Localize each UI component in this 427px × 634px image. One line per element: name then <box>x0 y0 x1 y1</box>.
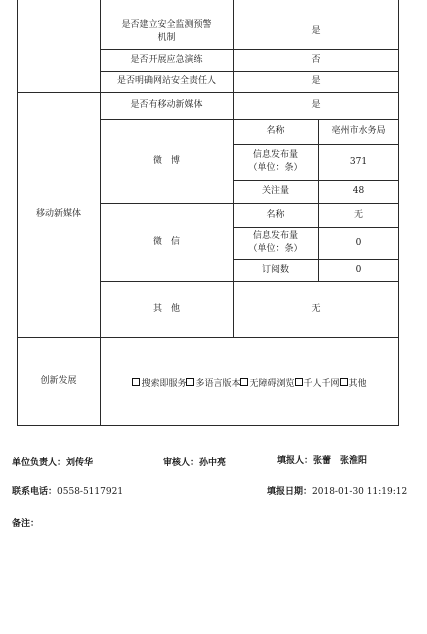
option-search-as-service[interactable]: 搜索即服务 <box>132 376 186 389</box>
security-person-label: 是否明确网站安全责任人 <box>116 76 216 86</box>
reviewer: 审核人：孙中亮 <box>163 458 227 468</box>
option-multilingual[interactable]: 多语言版本 <box>186 376 240 389</box>
weibo-name-label: 名称 <box>266 126 285 136</box>
remarks: 备注： <box>12 519 40 529</box>
contact-phone: 联系电话：0558-5117921 <box>12 487 124 497</box>
has-mobile-media-label: 是否有移动新媒体 <box>130 100 203 110</box>
security-monitor-label: 是否建立安全监测预警 机制 <box>121 19 212 43</box>
wechat-posts-value: 0 <box>355 237 362 248</box>
weibo-label: 微 博 <box>152 155 180 166</box>
wechat-subscribers-label: 订阅数 <box>261 264 289 275</box>
checkbox-icon[interactable] <box>132 378 140 386</box>
weibo-posts-label: 信息发布量 （单位：条） <box>248 150 303 173</box>
filler: 填报人：张蕾 张淮阳 <box>277 456 368 466</box>
checkbox-icon[interactable] <box>340 378 348 386</box>
weibo-followers-value: 48 <box>352 186 365 196</box>
weibo-name-value: 亳州市水务局 <box>331 126 386 136</box>
checkbox-icon[interactable] <box>240 378 248 386</box>
wechat-label: 微 信 <box>152 236 180 247</box>
mobile-media-section-label: 移动新媒体 <box>35 209 81 219</box>
unit-head: 单位负责人：刘传华 <box>12 458 94 468</box>
option-personalized[interactable]: 千人千网 <box>295 376 340 389</box>
weibo-followers-label: 关注量 <box>261 186 289 196</box>
emergency-drill-value: 否 <box>311 54 321 65</box>
weibo-posts-value: 371 <box>349 156 368 167</box>
security-person-value: 是 <box>311 76 321 86</box>
checkbox-icon[interactable] <box>186 378 194 386</box>
checkbox-icon[interactable] <box>295 378 303 386</box>
option-other[interactable]: 其他 <box>340 376 367 389</box>
emergency-drill-label: 是否开展应急演练 <box>130 54 203 65</box>
fill-date: 填报日期：2018-01-30 11:19:12 <box>267 487 408 497</box>
innovation-label: 创新发展 <box>40 376 77 386</box>
innovation-options <box>100 338 399 426</box>
wechat-name-label: 名称 <box>266 209 285 220</box>
has-mobile-media-value: 是 <box>311 100 321 110</box>
wechat-subscribers-value: 0 <box>355 264 362 275</box>
wechat-name-value: 无 <box>353 209 363 220</box>
security-monitor-value: 是 <box>311 26 321 36</box>
option-accessible-browsing[interactable]: 无障碍浏览 <box>240 376 294 389</box>
other-label: 其 他 <box>152 303 180 314</box>
wechat-posts-label: 信息发布量 （单位：条） <box>248 231 303 254</box>
other-value: 无 <box>311 303 321 314</box>
